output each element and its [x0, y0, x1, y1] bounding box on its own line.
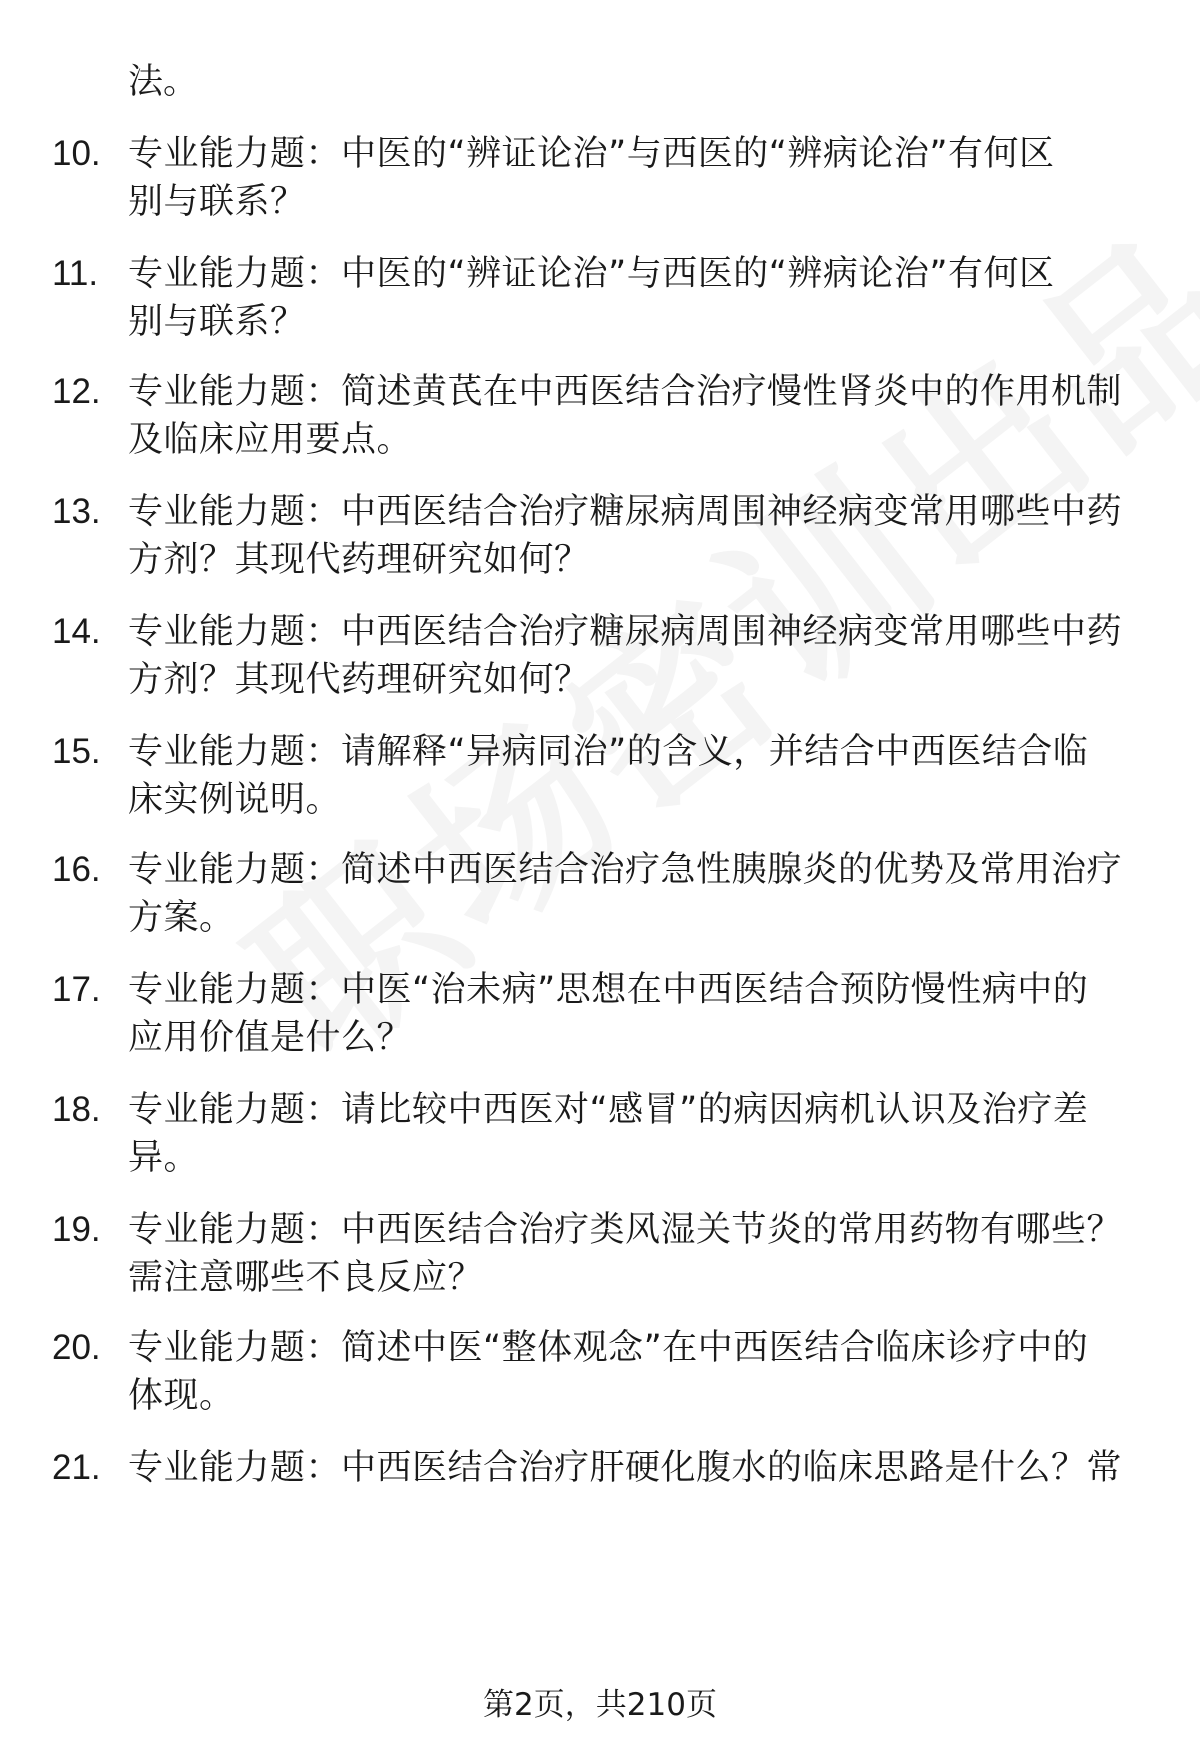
item-number: 21.	[52, 1448, 101, 1487]
item-text-line: 专业能力题：中西医结合治疗类风湿关节炎的常用药物有哪些？	[128, 1210, 1123, 1250]
item-number: 15.	[52, 732, 101, 771]
item-number: 11.	[52, 254, 99, 293]
item-text-line: 专业能力题：简述中西医结合治疗急性胰腺炎的优势及常用治疗	[128, 850, 1123, 890]
item-text-line: 专业能力题：中西医结合治疗糖尿病周围神经病变常用哪些中药	[128, 492, 1123, 532]
item-text-line: 专业能力题：中医“治未病”思想在中西医结合预防慢性病中的	[128, 970, 1089, 1010]
page-footer: 第2页，共210页	[483, 1687, 717, 1723]
item-number: 12.	[52, 372, 101, 411]
item-text-line: 床实例说明。	[128, 780, 342, 820]
item-number: 16.	[52, 850, 101, 889]
item-text-line: 别与联系？	[128, 182, 306, 222]
item-text-line: 专业能力题：中西医结合治疗肝硬化腹水的临床思路是什么？常	[128, 1448, 1123, 1488]
item-number: 14.	[52, 612, 101, 651]
item-number: 10.	[52, 134, 101, 173]
item-text-line: 专业能力题：请解释“异病同治”的含义，并结合中西医结合临	[128, 732, 1089, 772]
item-text-line: 别与联系？	[128, 302, 306, 342]
item-text-line: 及临床应用要点。	[128, 420, 413, 460]
item-text-line: 需注意哪些不良反应？	[128, 1258, 484, 1298]
item-number: 20.	[52, 1328, 101, 1367]
item-text-line: 方剂？其现代药理研究如何？	[128, 660, 590, 700]
item-text-line: 方剂？其现代药理研究如何？	[128, 540, 590, 580]
item-text-line: 专业能力题：简述黄芪在中西医结合治疗慢性肾炎中的作用机制	[128, 372, 1123, 412]
continued-text: 法。	[128, 62, 199, 102]
item-text-line: 专业能力题：中医的“辨证论治”与西医的“辨病论治”有何区	[128, 254, 1055, 294]
item-number: 17.	[52, 970, 101, 1009]
item-text-line: 方案。	[128, 898, 235, 938]
item-text-line: 专业能力题：中医的“辨证论治”与西医的“辨病论治”有何区	[128, 134, 1055, 174]
item-number: 19.	[52, 1210, 101, 1249]
item-number: 13.	[52, 492, 101, 531]
item-text-line: 异。	[128, 1138, 200, 1178]
item-text-line: 专业能力题：简述中医“整体观念”在中西医结合临床诊疗中的	[128, 1328, 1089, 1368]
item-text-line: 体现。	[128, 1376, 235, 1416]
item-text-line: 专业能力题：请比较中西医对“感冒”的病因病机认识及治疗差	[128, 1090, 1089, 1130]
item-number: 18.	[52, 1090, 101, 1129]
item-text-line: 专业能力题：中西医结合治疗糖尿病周围神经病变常用哪些中药	[128, 612, 1123, 652]
item-text-line: 应用价值是什么？	[128, 1018, 413, 1058]
